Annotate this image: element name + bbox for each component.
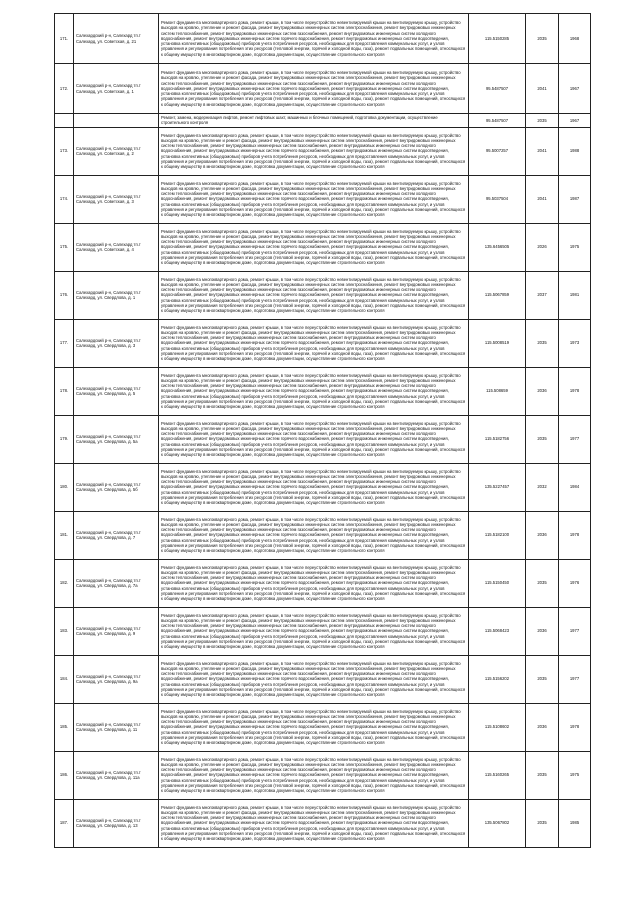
plan-year-cell: 2032 [526, 463, 559, 511]
address-cell: Салехардский р-н, Салехард тп.т Салехард, ул. Свердлова, д. 5б [74, 463, 159, 511]
works-cell: Ремонт фундамента многоквартирного дома, ремонт крыши, в том числе переустройство невентилируемой крыши на вентилируемую крышу, устройство выходов на кровлю, утепление и ремонт фасада, ремонт внутридомовых инженерных систем электроснабжения, ремонт внутридомовых инженерных систем теплоснабжения, ремонт внутридомовых инженерных систем газоснабжения, ремонт внутридомовых инженерных систем холодного водоснабжения, ремонт внутридомовых инженерных систем горячего водоснабжения, ремонт внутридомовых инженерных систем водоотведения, установка коллективных (общедомовых) приборов учета потребления ресурсов, необходимых для предоставления коммунальных услуг, и узлов управления и регулирования потребления этих ресурсов (тепловой энергии, горячей и холодной воды, газа), ремонт подвальных помещений, относящихся к общему имуществу в многоквартирном доме, подготовка документации, осуществление строительного контроля [159, 655, 469, 703]
built-year-cell: 1977 [559, 655, 591, 703]
plan-year-cell: 2036 [526, 607, 559, 655]
row-number: 173. [55, 127, 74, 175]
plan-year-cell: 2035 [526, 415, 559, 463]
plan-year-cell: 2035 [526, 751, 559, 799]
built-year-cell: 1984 [559, 463, 591, 511]
table-row [55, 223, 591, 271]
built-year-cell: 1973 [559, 319, 591, 367]
plan-year-cell: 2041 [526, 175, 559, 223]
works-cell: Ремонт фундамента многоквартирного дома, ремонт крыши, в том числе переустройство невентилируемой крыши на вентилируемую крышу, устройство выходов на кровлю, утепление и ремонт фасада, ремонт внутридомовых инженерных систем электроснабжения, ремонт внутридомовых инженерных систем теплоснабжения, ремонт внутридомовых инженерных систем газоснабжения, ремонт внутридомовых инженерных систем холодного водоснабжения, ремонт внутридомовых инженерных систем горячего водоснабжения, ремонт внутридомовых инженерных систем водоотведения, установка коллективных (общедомовых) приборов учета потребления ресурсов, необходимых для предоставления коммунальных услуг, и узлов управления и регулирования потребления этих ресурсов (тепловой энергии, горячей и холодной воды, газа), ремонт подвальных помещений, относящихся к общему имуществу в многоквартирном доме, подготовка документации, осуществление строительного контроля [159, 64, 469, 114]
table-row [55, 127, 591, 175]
table-row [55, 511, 591, 559]
plan-year-cell: 2041 [526, 64, 559, 114]
plan-year-cell: 2035 [526, 799, 559, 847]
table-row [55, 415, 591, 463]
plan-year-cell: 2035 [526, 114, 559, 128]
row-number: 177. [55, 319, 74, 367]
built-year-cell: 1978 [559, 703, 591, 751]
row-number: 174. [55, 175, 74, 223]
works-cell: Ремонт фундамента многоквартирного дома, ремонт крыши, в том числе переустройство невентилируемой крыши на вентилируемую крышу, устройство выходов на кровлю, утепление и ремонт фасада, ремонт внутридомовых инженерных систем электроснабжения, ремонт внутридомовых инженерных систем теплоснабжения, ремонт внутридомовых инженерных систем газоснабжения, ремонт внутридомовых инженерных систем холодного водоснабжения, ремонт внутридомовых инженерных систем горячего водоснабжения, ремонт внутридомовых инженерных систем водоотведения, установка коллективных (общедомовых) приборов учета потребления ресурсов, необходимых для предоставления коммунальных услуг, и узлов управления и регулирования потребления этих ресурсов (тепловой энергии, горячей и холодной воды, газа), ремонт подвальных помещений, относящихся к общему имуществу в многоквартирном доме, подготовка документации, осуществление строительного контроля [159, 703, 469, 751]
works-cell: Ремонт фундамента многоквартирного дома, ремонт крыши, в том числе переустройство невентилируемой крыши на вентилируемую крышу, устройство выходов на кровлю, утепление и ремонт фасада, ремонт внутридомовых инженерных систем электроснабжения, ремонт внутридомовых инженерных систем теплоснабжения, ремонт внутридомовых инженерных систем газоснабжения, ремонт внутридомовых инженерных систем холодного водоснабжения, ремонт внутридомовых инженерных систем горячего водоснабжения, ремонт внутридомовых инженерных систем водоотведения, установка коллективных (общедомовых) приборов учета потребления ресурсов, необходимых для предоставления коммунальных услуг, и узлов управления и регулирования потребления этих ресурсов (тепловой энергии, горячей и холодной воды, газа), ремонт подвальных помещений, относящихся к общему имуществу в многоквартирном доме, подготовка документации, осуществление строительного контроля [159, 271, 469, 319]
built-year-cell: 1975 [559, 751, 591, 799]
plan-year-cell: 2035 [526, 559, 559, 607]
plan-year-cell: 2035 [526, 319, 559, 367]
table-row [55, 175, 591, 223]
built-year-cell: 1977 [559, 607, 591, 655]
works-cell: Ремонт фундамента многоквартирного дома, ремонт крыши, в том числе переустройство невентилируемой крыши на вентилируемую крышу, устройство выходов на кровлю, утепление и ремонт фасада, ремонт внутридомовых инженерных систем электроснабжения, ремонт внутридомовых инженерных систем теплоснабжения, ремонт внутридомовых инженерных систем газоснабжения, ремонт внутридомовых инженерных систем холодного водоснабжения, ремонт внутридомовых инженерных систем горячего водоснабжения, ремонт внутридомовых инженерных систем водоотведения, установка коллективных (общедомовых) приборов учета потребления ресурсов, необходимых для предоставления коммунальных услуг, и узлов управления и регулирования потребления этих ресурсов (тепловой энергии, горячей и холодной воды, газа), ремонт подвальных помещений, относящихся к общему имуществу в многоквартирном доме, подготовка документации, осуществление строительного контроля [159, 14, 469, 64]
table-row [55, 271, 591, 319]
works-cell: Ремонт фундамента многоквартирного дома, ремонт крыши, в том числе переустройство невентилируемой крыши на вентилируемую крышу, устройство выходов на кровлю, утепление и ремонт фасада, ремонт внутридомовых инженерных систем электроснабжения, ремонт внутридомовых инженерных систем теплоснабжения, ремонт внутридомовых инженерных систем газоснабжения, ремонт внутридомовых инженерных систем холодного водоснабжения, ремонт внутридомовых инженерных систем горячего водоснабжения, ремонт внутридомовых инженерных систем водоотведения, установка коллективных (общедомовых) приборов учета потребления ресурсов, необходимых для предоставления коммунальных услуг, и узлов управления и регулирования потребления этих ресурсов (тепловой энергии, горячей и холодной воды, газа), ремонт подвальных помещений, относящихся к общему имуществу в многоквартирном доме, подготовка документации, осуществление строительного контроля [159, 175, 469, 223]
plan-year-cell: 2035 [526, 14, 559, 64]
row-number: 176. [55, 271, 74, 319]
row-number: 180. [55, 463, 74, 511]
works-cell: Ремонт фундамента многоквартирного дома, ремонт крыши, в том числе переустройство невентилируемой крыши на вентилируемую крышу, устройство выходов на кровлю, утепление и ремонт фасада, ремонт внутридомовых инженерных систем электроснабжения, ремонт внутридомовых инженерных систем теплоснабжения, ремонт внутридомовых инженерных систем газоснабжения, ремонт внутридомовых инженерных систем холодного водоснабжения, ремонт внутридомовых инженерных систем горячего водоснабжения, ремонт внутридомовых инженерных систем водоотведения, установка коллективных (общедомовых) приборов учета потребления ресурсов, необходимых для предоставления коммунальных услуг, и узлов управления и регулирования потребления этих ресурсов (тепловой энергии, горячей и холодной воды, газа), ремонт подвальных помещений, относящихся к общему имуществу в многоквартирном доме, подготовка документации, осуществление строительного контроля [159, 607, 469, 655]
address-cell: Салехардский р-н, Салехард тп.т Салехард, ул. Свердлова, д. 5 [74, 367, 159, 415]
address-cell: Салехардский р-н, Салехард тп.т Салехард, ул. Свердлова, д. 9 [74, 607, 159, 655]
works-cell: Ремонт фундамента многоквартирного дома, ремонт крыши, в том числе переустройство невентилируемой крыши на вентилируемую крышу, устройство выходов на кровлю, утепление и ремонт фасада, ремонт внутридомовых инженерных систем электроснабжения, ремонт внутридомовых инженерных систем теплоснабжения, ремонт внутридомовых инженерных систем газоснабжения, ремонт внутридомовых инженерных систем холодного водоснабжения, ремонт внутридомовых инженерных систем горячего водоснабжения, ремонт внутридомовых инженерных систем водоотведения, установка коллективных (общедомовых) приборов учета потребления ресурсов, необходимых для предоставления коммунальных услуг, и узлов управления и регулирования потребления этих ресурсов (тепловой энергии, горячей и холодной воды, газа), ремонт подвальных помещений, относящихся к общему имуществу в многоквартирном доме, подготовка документации, осуществление строительного контроля [159, 415, 469, 463]
cost-cell: 115.5156202 [469, 655, 526, 703]
table-row [55, 463, 591, 511]
cost-cell: 95.5487507 [469, 114, 526, 128]
cost-cell: 115.5150285 [469, 14, 526, 64]
row-number: 171. [55, 14, 74, 64]
row-number: 185. [55, 703, 74, 751]
address-cell: Салехардский р-н, Салехард тп.т Салехард, ул. Свердлова, д. 13 [74, 799, 159, 847]
cost-cell: 115.508659 [469, 367, 526, 415]
table-row [55, 703, 591, 751]
cost-cell: 115.5108602 [469, 703, 526, 751]
row-number: 184. [55, 655, 74, 703]
address-cell [74, 114, 159, 128]
address-cell: Салехардский р-н, Салехард тп.т Салехард, ул. Советская, д. 2 [74, 127, 159, 175]
address-cell: Салехардский р-н, Салехард тп.т Салехард, ул. Свердлова, д. 7 [74, 511, 159, 559]
works-cell: Ремонт фундамента многоквартирного дома, ремонт крыши, в том числе переустройство невентилируемой крыши на вентилируемую крышу, устройство выходов на кровлю, утепление и ремонт фасада, ремонт внутридомовых инженерных систем электроснабжения, ремонт внутридомовых инженерных систем теплоснабжения, ремонт внутридомовых инженерных систем газоснабжения, ремонт внутридомовых инженерных систем холодного водоснабжения, ремонт внутридомовых инженерных систем горячего водоснабжения, ремонт внутридомовых инженерных систем водоотведения, установка коллективных (общедомовых) приборов учета потребления ресурсов, необходимых для предоставления коммунальных услуг, и узлов управления и регулирования потребления этих ресурсов (тепловой энергии, горячей и холодной воды, газа), ремонт подвальных помещений, относящихся к общему имуществу в многоквартирном доме, подготовка документации, осуществление строительного контроля [159, 367, 469, 415]
built-year-cell: 1985 [559, 799, 591, 847]
row-number: 178. [55, 367, 74, 415]
cost-cell: 115.5067859 [469, 271, 526, 319]
built-year-cell: 1967 [559, 64, 591, 114]
address-cell: Салехардский р-н, Салехард тп.т Салехард, ул. Советская, д. 4 [74, 223, 159, 271]
row-number: 186. [55, 751, 74, 799]
plan-year-cell: 2036 [526, 511, 559, 559]
cost-cell: 115.5182756 [469, 415, 526, 463]
plan-year-cell: 2041 [526, 127, 559, 175]
table-row [55, 114, 591, 128]
works-cell: Ремонт фундамента многоквартирного дома, ремонт крыши, в том числе переустройство невентилируемой крыши на вентилируемую крышу, устройство выходов на кровлю, утепление и ремонт фасада, ремонт внутридомовых инженерных систем электроснабжения, ремонт внутридомовых инженерных систем теплоснабжения, ремонт внутридомовых инженерных систем газоснабжения, ремонт внутридомовых инженерных систем холодного водоснабжения, ремонт внутридомовых инженерных систем горячего водоснабжения, ремонт внутридомовых инженерных систем водоотведения, установка коллективных (общедомовых) приборов учета потребления ресурсов, необходимых для предоставления коммунальных услуг, и узлов управления и регулирования потребления этих ресурсов (тепловой энергии, горячей и холодной воды, газа), ремонт подвальных помещений, относящихся к общему имуществу в многоквартирном доме, подготовка документации, осуществление строительного контроля [159, 799, 469, 847]
table-row [55, 319, 591, 367]
row-number: 187. [55, 799, 74, 847]
plan-year-cell: 2026 [526, 223, 559, 271]
address-cell: Салехардский р-н, Салехард тп.т Салехард, ул. Советская, д. 1 [74, 64, 159, 114]
plan-year-cell: 2035 [526, 655, 559, 703]
built-year-cell: 1975 [559, 223, 591, 271]
table-row [55, 559, 591, 607]
works-cell: Ремонт фундамента многоквартирного дома, ремонт крыши, в том числе переустройство невентилируемой крыши на вентилируемую крышу, устройство выходов на кровлю, утепление и ремонт фасада, ремонт внутридомовых инженерных систем электроснабжения, ремонт внутридомовых инженерных систем теплоснабжения, ремонт внутридомовых инженерных систем газоснабжения, ремонт внутридомовых инженерных систем холодного водоснабжения, ремонт внутридомовых инженерных систем горячего водоснабжения, ремонт внутридомовых инженерных систем водоотведения, установка коллективных (общедомовых) приборов учета потребления ресурсов, необходимых для предоставления коммунальных услуг, и узлов управления и регулирования потребления этих ресурсов (тепловой энергии, горячей и холодной воды, газа), ремонт подвальных помещений, относящихся к общему имуществу в многоквартирном доме, подготовка документации, осуществление строительного контроля [159, 559, 469, 607]
table-row [55, 14, 591, 64]
cost-cell: 135.5227457 [469, 463, 526, 511]
built-year-cell: 1977 [559, 415, 591, 463]
table-row [55, 64, 591, 114]
table-row [55, 607, 591, 655]
cost-cell: 115.5182100 [469, 511, 526, 559]
built-year-cell: 1976 [559, 559, 591, 607]
built-year-cell: 1981 [559, 271, 591, 319]
address-cell: Салехардский р-н, Салехард тп.т Салехард, ул. Свердлова, д. 11а [74, 751, 159, 799]
row-number: 181. [55, 511, 74, 559]
works-cell: Ремонт, замена, модернизация лифтов, ремонт лифтовых шахт, машинных и блочных помещений, подготовка документации, осуществление строительного контроля [159, 114, 469, 128]
built-year-cell: 1968 [559, 14, 591, 64]
address-cell: Салехардский р-н, Салехард тп.т Салехард, ул. Свердлова, д. 11 [74, 703, 159, 751]
capital-repair-table [54, 13, 591, 848]
cost-cell: 115.5008519 [469, 319, 526, 367]
cost-cell: 115.5150450 [469, 559, 526, 607]
table-row [55, 799, 591, 847]
address-cell: Салехардский р-н, Салехард тп.т Салехард, ул. Свердлова, д. 1 [74, 271, 159, 319]
cost-cell: 95.5487507 [469, 64, 526, 114]
row-number: 179. [55, 415, 74, 463]
works-cell: Ремонт фундамента многоквартирного дома, ремонт крыши, в том числе переустройство невентилируемой крыши на вентилируемую крышу, устройство выходов на кровлю, утепление и ремонт фасада, ремонт внутридомовых инженерных систем электроснабжения, ремонт внутридомовых инженерных систем теплоснабжения, ремонт внутридомовых инженерных систем газоснабжения, ремонт внутридомовых инженерных систем холодного водоснабжения, ремонт внутридомовых инженерных систем горячего водоснабжения, ремонт внутридомовых инженерных систем водоотведения, установка коллективных (общедомовых) приборов учета потребления ресурсов, необходимых для предоставления коммунальных услуг, и узлов управления и регулирования потребления этих ресурсов (тепловой энергии, горячей и холодной воды, газа), ремонт подвальных помещений, относящихся к общему имуществу в многоквартирном доме, подготовка документации, осуществление строительного контроля [159, 463, 469, 511]
built-year-cell: 1978 [559, 511, 591, 559]
built-year-cell: 1987 [559, 175, 591, 223]
works-cell: Ремонт фундамента многоквартирного дома, ремонт крыши, в том числе переустройство невентилируемой крыши на вентилируемую крышу, устройство выходов на кровлю, утепление и ремонт фасада, ремонт внутридомовых инженерных систем электроснабжения, ремонт внутридомовых инженерных систем теплоснабжения, ремонт внутридомовых инженерных систем газоснабжения, ремонт внутридомовых инженерных систем холодного водоснабжения, ремонт внутридомовых инженерных систем горячего водоснабжения, ремонт внутридомовых инженерных систем водоотведения, установка коллективных (общедомовых) приборов учета потребления ресурсов, необходимых для предоставления коммунальных услуг, и узлов управления и регулирования потребления этих ресурсов (тепловой энергии, горячей и холодной воды, газа), ремонт подвальных помещений, относящихся к общему имуществу в многоквартирном доме, подготовка документации, осуществление строительного контроля [159, 319, 469, 367]
row-number: 182. [55, 559, 74, 607]
built-year-cell: 1967 [559, 114, 591, 128]
built-year-cell: 1978 [559, 367, 591, 415]
cost-cell: 115.5160265 [469, 751, 526, 799]
cost-cell: 95.5037504 [469, 175, 526, 223]
address-cell: Салехардский р-н, Салехард тп.т Салехард, ул. Советская, д. 3 [74, 175, 159, 223]
works-cell: Ремонт фундамента многоквартирного дома, ремонт крыши, в том числе переустройство невентилируемой крыши на вентилируемую крышу, устройство выходов на кровлю, утепление и ремонт фасада, ремонт внутридомовых инженерных систем электроснабжения, ремонт внутридомовых инженерных систем теплоснабжения, ремонт внутридомовых инженерных систем газоснабжения, ремонт внутридомовых инженерных систем холодного водоснабжения, ремонт внутридомовых инженерных систем горячего водоснабжения, ремонт внутридомовых инженерных систем водоотведения, установка коллективных (общедомовых) приборов учета потребления ресурсов, необходимых для предоставления коммунальных услуг, и узлов управления и регулирования потребления этих ресурсов (тепловой энергии, горячей и холодной воды, газа), ремонт подвальных помещений, относящихся к общему имуществу в многоквартирном доме, подготовка документации, осуществление строительного контроля [159, 223, 469, 271]
built-year-cell: 1988 [559, 127, 591, 175]
plan-year-cell: 2036 [526, 367, 559, 415]
table-row [55, 655, 591, 703]
plan-year-cell: 2037 [526, 271, 559, 319]
cost-cell: 135.6456505 [469, 223, 526, 271]
row-number [55, 114, 74, 128]
address-cell: Салехардский р-н, Салехард тп.т Салехард, ул. Свердлова, д. 3 [74, 319, 159, 367]
row-number: 175. [55, 223, 74, 271]
works-cell: Ремонт фундамента многоквартирного дома, ремонт крыши, в том числе переустройство невентилируемой крыши на вентилируемую крышу, устройство выходов на кровлю, утепление и ремонт фасада, ремонт внутридомовых инженерных систем электроснабжения, ремонт внутридомовых инженерных систем теплоснабжения, ремонт внутридомовых инженерных систем газоснабжения, ремонт внутридомовых инженерных систем холодного водоснабжения, ремонт внутридомовых инженерных систем горячего водоснабжения, ремонт внутридомовых инженерных систем водоотведения, установка коллективных (общедомовых) приборов учета потребления ресурсов, необходимых для предоставления коммунальных услуг, и узлов управления и регулирования потребления этих ресурсов (тепловой энергии, горячей и холодной воды, газа), ремонт подвальных помещений, относящихся к общему имуществу в многоквартирном доме, подготовка документации, осуществление строительного контроля [159, 511, 469, 559]
plan-year-cell: 2036 [526, 703, 559, 751]
address-cell: Салехардский р-н, Салехард тп.т Салехард, ул. Советская, д. 21 [74, 14, 159, 64]
table-row [55, 367, 591, 415]
works-cell: Ремонт фундамента многоквартирного дома, ремонт крыши, в том числе переустройство невентилируемой крыши на вентилируемую крышу, устройство выходов на кровлю, утепление и ремонт фасада, ремонт внутридомовых инженерных систем электроснабжения, ремонт внутридомовых инженерных систем теплоснабжения, ремонт внутридомовых инженерных систем газоснабжения, ремонт внутридомовых инженерных систем холодного водоснабжения, ремонт внутридомовых инженерных систем горячего водоснабжения, ремонт внутридомовых инженерных систем водоотведения, установка коллективных (общедомовых) приборов учета потребления ресурсов, необходимых для предоставления коммунальных услуг, и узлов управления и регулирования потребления этих ресурсов (тепловой энергии, горячей и холодной воды, газа), ремонт подвальных помещений, относящихся к общему имуществу в многоквартирном доме, подготовка документации, осуществление строительного контроля [159, 751, 469, 799]
works-cell: Ремонт фундамента многоквартирного дома, ремонт крыши, в том числе переустройство невентилируемой крыши на вентилируемую крышу, устройство выходов на кровлю, утепление и ремонт фасада, ремонт внутридомовых инженерных систем электроснабжения, ремонт внутридомовых инженерных систем теплоснабжения, ремонт внутридомовых инженерных систем газоснабжения, ремонт внутридомовых инженерных систем холодного водоснабжения, ремонт внутридомовых инженерных систем горячего водоснабжения, ремонт внутридомовых инженерных систем водоотведения, установка коллективных (общедомовых) приборов учета потребления ресурсов, необходимых для предоставления коммунальных услуг, и узлов управления и регулирования потребления этих ресурсов (тепловой энергии, горячей и холодной воды, газа), ремонт подвальных помещений, относящихся к общему имуществу в многоквартирном доме, подготовка документации, осуществление строительного контроля [159, 127, 469, 175]
address-cell: Салехардский р-н, Салехард тп.т Салехард, ул. Свердлова, д. 5а [74, 415, 159, 463]
row-number: 172. [55, 64, 74, 114]
address-cell: Салехардский р-н, Салехард тп.т Салехард, ул. Свердлова, д. 7а [74, 559, 159, 607]
cost-cell: 95.5007257 [469, 127, 526, 175]
table-row [55, 751, 591, 799]
cost-cell: 135.5067802 [469, 799, 526, 847]
row-number: 183. [55, 607, 74, 655]
cost-cell: 115.5068423 [469, 607, 526, 655]
address-cell: Салехардский р-н, Салехард тп.т Салехард, ул. Свердлова, д. 9а [74, 655, 159, 703]
